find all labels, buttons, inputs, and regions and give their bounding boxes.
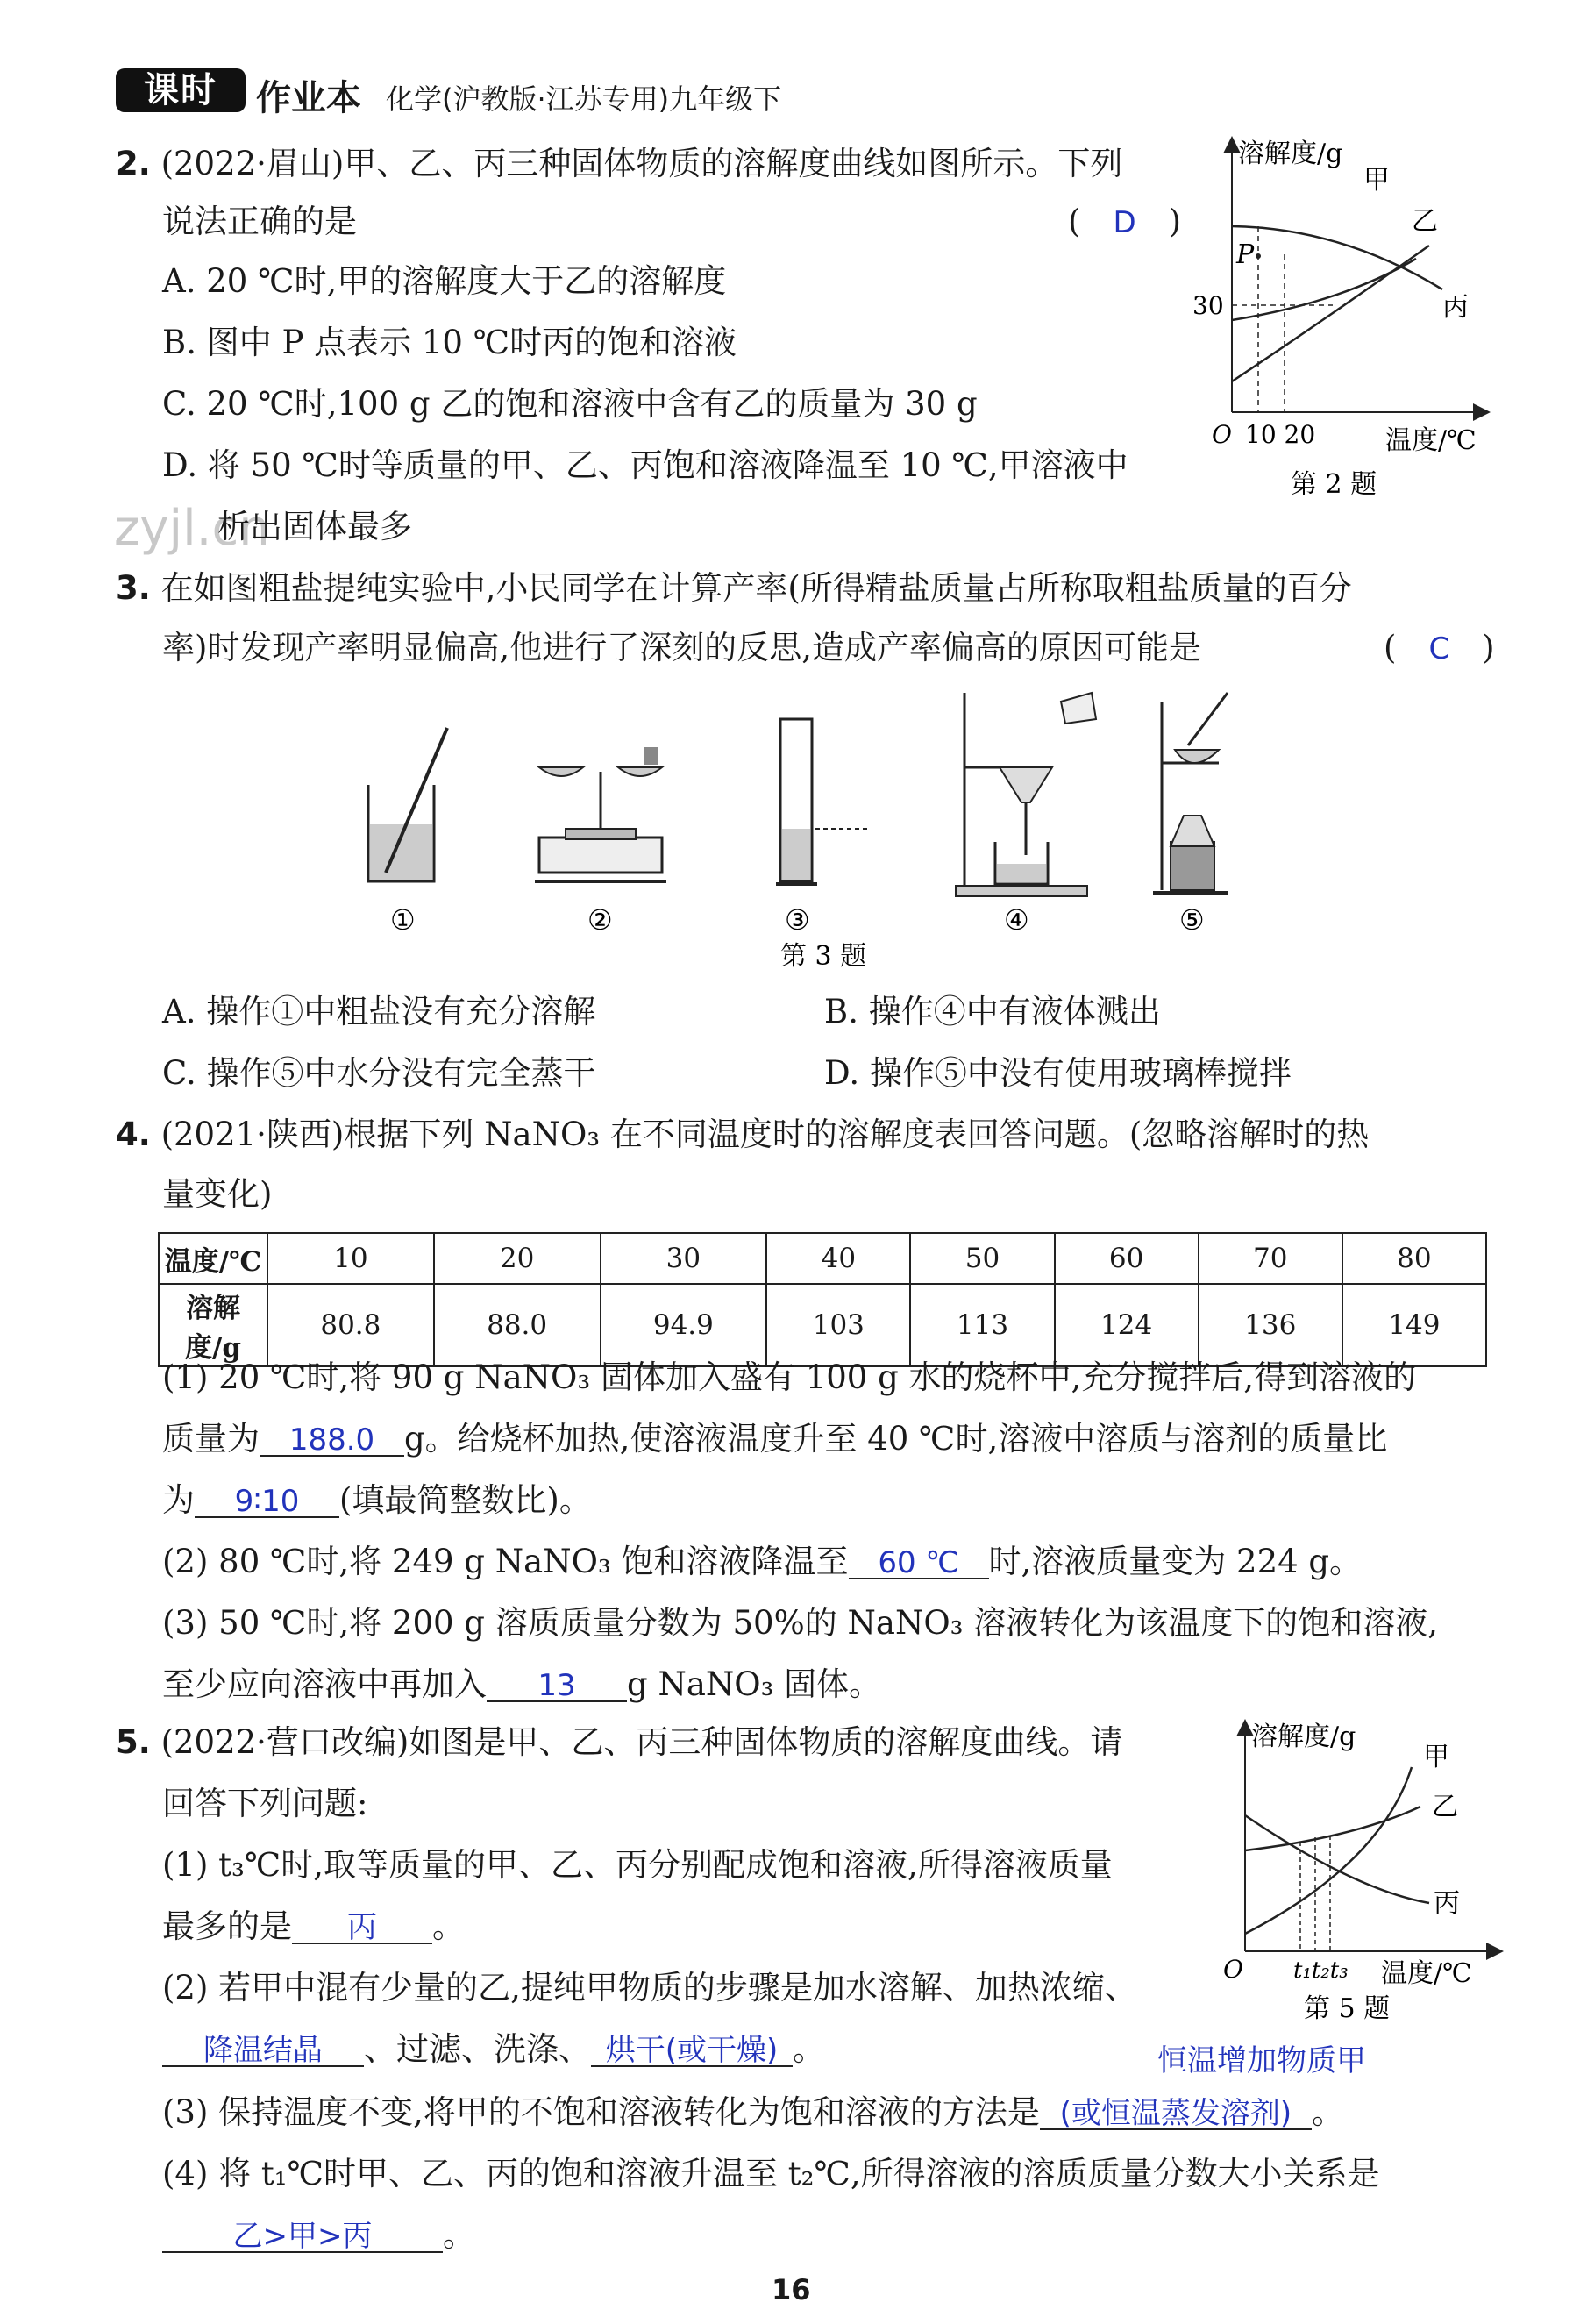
q5-solubility-chart	[1223, 1714, 1521, 2030]
q2-answer-bracket: ( D )	[1068, 203, 1182, 240]
q5-answer-2: 降温结晶	[203, 2033, 323, 2068]
q5-label-yi: 乙	[1432, 1792, 1458, 1822]
q4-p1-line1: (1) 20 ℃时,将 90 g NaNO₃ 固体加入盛有 100 g 水的烧杯中,充分搅拌后,得到溶液的	[162, 1358, 1417, 1396]
q4-p3-line2	[162, 1665, 882, 1703]
text: 至少应向溶液中再加入	[162, 1665, 487, 1703]
q2-option-d-cont: 析出固体最多	[217, 508, 412, 545]
q5-ylabel: 溶解度/g	[1251, 1722, 1356, 1752]
q3-option-c: C. 操作⑤中水分没有完全蒸干	[162, 1054, 596, 1092]
q3-label-3: ③	[785, 903, 810, 937]
text: 。	[1311, 2093, 1344, 2131]
book-title: 作业本	[256, 78, 361, 118]
table-cell: 149	[1342, 1284, 1486, 1366]
q3-label-5: ⑤	[1179, 903, 1205, 937]
q2-option-d: D. 将 50 ℃时等质量的甲、乙、丙饱和溶液降温至 10 ℃,甲溶液中	[162, 446, 1128, 484]
q2-xticks: 10 20	[1245, 420, 1316, 449]
q5-number: 5.	[116, 1723, 151, 1761]
q3-line1	[116, 569, 1352, 607]
watermark: zyjl.cn	[114, 500, 270, 557]
q4-answer-4: 13	[537, 1668, 576, 1703]
text: 。	[432, 1907, 465, 1945]
book-logo: 课时	[116, 68, 246, 112]
q5-answer-5: 乙>甲>丙	[232, 2219, 373, 2254]
q4-p2	[162, 1545, 1362, 1579]
text: (填最简整数比)。	[339, 1481, 592, 1519]
q2-label-yi: 乙	[1412, 206, 1438, 237]
table-cell: 40	[766, 1233, 910, 1284]
q2-option-a: A. 20 ℃时,甲的溶解度大于乙的溶解度	[162, 262, 727, 300]
q4-p1-line2	[162, 1422, 1387, 1457]
q5-curve-jia	[1245, 1767, 1412, 1934]
q5-xticks: t₁t₂t₃	[1293, 1957, 1349, 1984]
table-cell: 70	[1199, 1233, 1342, 1284]
table-cell: 10	[267, 1233, 434, 1284]
q5-label-jia: 甲	[1423, 1742, 1449, 1772]
table-cell: 103	[766, 1284, 910, 1366]
q3-label-1: ①	[390, 903, 416, 937]
q5-p2-line2	[162, 2030, 825, 2068]
q2-point-label: P	[1236, 239, 1255, 270]
q5-stem: (2022·营口改编)如图是甲、乙、丙三种固体物质的溶解度曲线。请	[160, 1723, 1123, 1761]
text: 。	[793, 2030, 825, 2068]
q5-caption: 第 5 题	[1304, 1993, 1391, 2024]
text: 为	[162, 1481, 195, 1519]
q3-option-d: D. 操作⑤中没有使用玻璃棒搅拌	[824, 1054, 1292, 1092]
table-cell: 94.9	[601, 1284, 767, 1366]
q5-line2: 回答下列问题:	[162, 1785, 368, 1822]
q3-answer: C	[1428, 631, 1450, 667]
q3-stem: 在如图粗盐提纯实验中,小民同学在计算产率(所得精盐质量占所称取粗盐质量的百分	[160, 569, 1352, 607]
q4-stem: (2021·陕西)根据下列 NaNO₃ 在不同温度时的溶解度表回答问题。(忽略溶解时的热	[160, 1116, 1370, 1153]
q4-number: 4.	[116, 1116, 151, 1153]
q5-answer-1: 丙	[347, 1910, 377, 1945]
table-row	[159, 1284, 1486, 1366]
q2-curve-yi	[1232, 259, 1416, 320]
q5-answer-4-top: 恒温增加物质甲	[1157, 2043, 1366, 2078]
q4-answer-3: 60 ℃	[878, 1545, 959, 1580]
text: g。给烧杯加热,使溶液温度升至 40 ℃时,溶液中溶质与溶剂的质量比	[404, 1420, 1388, 1458]
q2-ylabel: 溶解度/g	[1238, 139, 1343, 169]
apparatus-2-balance	[535, 747, 666, 881]
q2-label-bing: 丙	[1442, 292, 1469, 323]
apparatus-4-filtration	[956, 693, 1096, 896]
q5-curve-bing	[1245, 1815, 1429, 1903]
q3-option-b: B. 操作④中有液体溅出	[824, 993, 1161, 1030]
q5-p1-line2	[162, 1907, 465, 1945]
q2-xlabel: 温度/℃	[1385, 425, 1477, 456]
text: 、过滤、洗涤、	[364, 2030, 591, 2068]
q2-origin: O	[1212, 420, 1232, 449]
text: g NaNO₃ 固体。	[627, 1665, 882, 1703]
q4-answer-2: 9∶10	[234, 1484, 300, 1519]
apparatus-5-evaporation	[1153, 693, 1228, 893]
q4-p1-line3	[162, 1481, 592, 1519]
q2-label-jia: 甲	[1363, 165, 1390, 196]
book-subtitle: 化学(沪教版·江苏专用)九年级下	[386, 82, 782, 116]
q2-line1	[116, 147, 1122, 180]
q3-option-a: A. 操作①中粗盐没有充分溶解	[162, 993, 596, 1030]
q5-label-bing: 丙	[1434, 1888, 1460, 1919]
q4-answer-1: 188.0	[288, 1422, 375, 1458]
text: 质量为	[162, 1420, 260, 1458]
table-cell: 50	[910, 1233, 1054, 1284]
table-cell: 88.0	[434, 1284, 601, 1366]
q2-solubility-chart	[1192, 132, 1508, 509]
q3-line2: 率)时发现产率明显偏高,他进行了深刻的反思,造成产率偏高的原因可能是	[162, 629, 1201, 667]
q4-p3-line1: (3) 50 ℃时,将 200 g 溶质质量分数为 50%的 NaNO₃ 溶液转化为该温度下的饱和溶液,	[162, 1604, 1439, 1642]
text: (3) 保持温度不变,将甲的不饱和溶液转化为饱和溶液的方法是	[162, 2093, 1040, 2131]
table-cell: 30	[601, 1233, 767, 1284]
text: 。	[443, 2216, 475, 2254]
table-cell: 60	[1055, 1233, 1199, 1284]
q3-number: 3.	[116, 569, 151, 607]
q5-p1-line1: (1) t₃℃时,取等质量的甲、乙、丙分别配成饱和溶液,所得溶液质量	[162, 1846, 1113, 1884]
table-header-temp: 温度/℃	[159, 1233, 267, 1284]
q5-p3	[162, 2093, 1344, 2131]
apparatus-1-beaker	[368, 728, 447, 881]
table-cell: 80	[1342, 1233, 1486, 1284]
table-cell: 124	[1055, 1284, 1199, 1366]
q3-answer-bracket: ( C )	[1384, 629, 1495, 667]
q2-number: 2.	[116, 145, 151, 182]
q2-option-b: B. 图中 P 点表示 10 ℃时丙的饱和溶液	[162, 324, 737, 361]
q3-caption: 第 3 题	[780, 941, 867, 972]
text: 最多的是	[162, 1907, 292, 1945]
table-cell: 113	[910, 1284, 1054, 1366]
q2-point-p	[1256, 253, 1261, 259]
table-header-solubility: 溶解度/g	[159, 1284, 267, 1366]
text: 时,溶液质量变为 224 g。	[988, 1543, 1363, 1580]
q5-curve-yi	[1245, 1807, 1420, 1850]
q2-answer: D	[1113, 205, 1136, 240]
q5-answer-3: 烘干(或干燥)	[605, 2033, 779, 2068]
q2-caption: 第 2 题	[1291, 469, 1377, 500]
q2-option-c: C. 20 ℃时,100 g 乙的饱和溶液中含有乙的质量为 30 g	[162, 385, 978, 423]
q5-origin: O	[1223, 1955, 1243, 1984]
q3-label-2: ②	[587, 903, 613, 937]
q4-line2: 量变化)	[162, 1175, 273, 1213]
q4-solubility-table	[158, 1232, 1487, 1367]
q3-apparatus-figure	[351, 684, 1280, 973]
q2-line2: 说法正确的是	[162, 203, 357, 240]
q2-ytick: 30	[1192, 291, 1224, 320]
table-cell: 136	[1199, 1284, 1342, 1366]
page-number: 16	[772, 2273, 811, 2306]
table-cell: 80.8	[267, 1284, 434, 1366]
q5-xlabel: 温度/℃	[1381, 1958, 1472, 1989]
q3-label-4: ④	[1004, 903, 1029, 937]
q5-line1	[116, 1723, 1123, 1761]
q5-p2-line1: (2) 若甲中混有少量的乙,提纯甲物质的步骤是加水溶解、加热浓缩、	[162, 1969, 1137, 2007]
apparatus-3-cylinder	[776, 719, 868, 884]
q4-line1	[116, 1118, 1369, 1151]
text: (2) 80 ℃时,将 249 g NaNO₃ 饱和溶液降温至	[162, 1543, 849, 1580]
q2-stem: (2022·眉山)甲、乙、丙三种固体物质的溶解度曲线如图所示。下列	[160, 145, 1123, 182]
q5-answer-4: (或恒温蒸发溶剂)	[1059, 2096, 1292, 2131]
table-cell: 20	[434, 1233, 601, 1284]
q5-p4-line2	[162, 2216, 475, 2254]
table-row	[159, 1233, 1486, 1284]
q5-p4-line1: (4) 将 t₁℃时甲、乙、丙的饱和溶液升温至 t₂℃,所得溶液的溶质质量分数大小关系是	[162, 2155, 1380, 2192]
